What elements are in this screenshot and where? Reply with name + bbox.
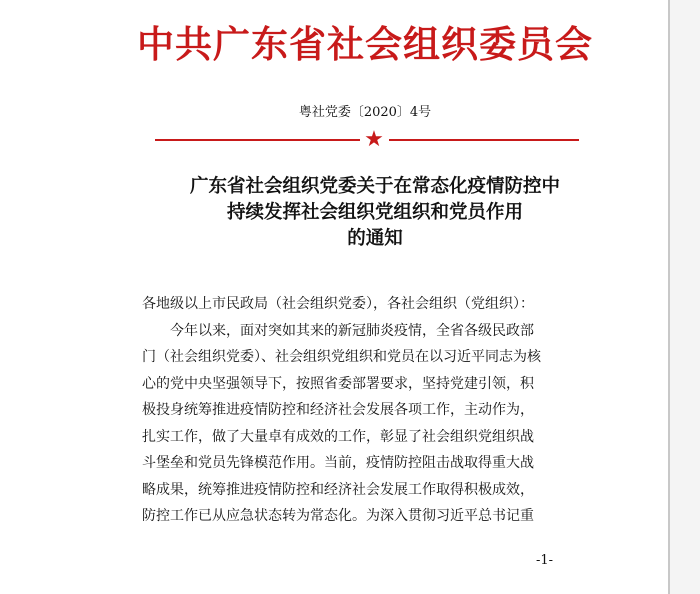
red-rule-right <box>389 139 579 141</box>
title-line: 广东省社会组织党委关于在常态化疫情防控中 <box>189 176 560 197</box>
salutation: 各地级以上市民政局（社会组织党委），各社会组织（党组织）： <box>142 296 534 312</box>
masthead: 中共广东省社会组织委员会 <box>137 23 593 66</box>
scan-edge <box>668 0 670 594</box>
body-line: 今年以来，面对突如其来的新冠肺炎疫情，全省各级民政部 <box>142 322 534 339</box>
body-line: 极投身统筹推进疫情防控和经济社会发展各项工作，主动作为， <box>142 402 534 418</box>
star-icon: ★ <box>364 127 384 152</box>
document-number: 粤社党委〔2020〕4号 <box>298 105 432 120</box>
body-line: 防控工作已从应急状态转为常态化。为深入贯彻习近平总书记重 <box>142 508 534 524</box>
title-line: 的通知 <box>347 228 403 249</box>
body-line: 心的党中央坚强领导下，按照省委部署要求，坚持党建引领，积 <box>142 375 534 392</box>
document-body <box>142 291 612 530</box>
body-line: 略成果，统筹推进疫情防控和经济社会发展工作取得积极成效， <box>142 481 534 498</box>
document-title <box>140 174 610 252</box>
page-number: -1- <box>536 553 554 568</box>
title-line: 持续发挥社会组织党组织和党员作用 <box>226 202 523 223</box>
body-line: 扎实工作，做了大量卓有成效的工作，彰显了社会组织党组织战 <box>142 428 534 445</box>
body-line: 门（社会组织党委）、社会组织党组织和党员在以习近平同志为核 <box>142 349 541 365</box>
red-rule-left <box>155 139 360 141</box>
body-line: 斗堡垒和党员先锋模范作用。当前，疫情防控阻击战取得重大战 <box>142 455 534 471</box>
